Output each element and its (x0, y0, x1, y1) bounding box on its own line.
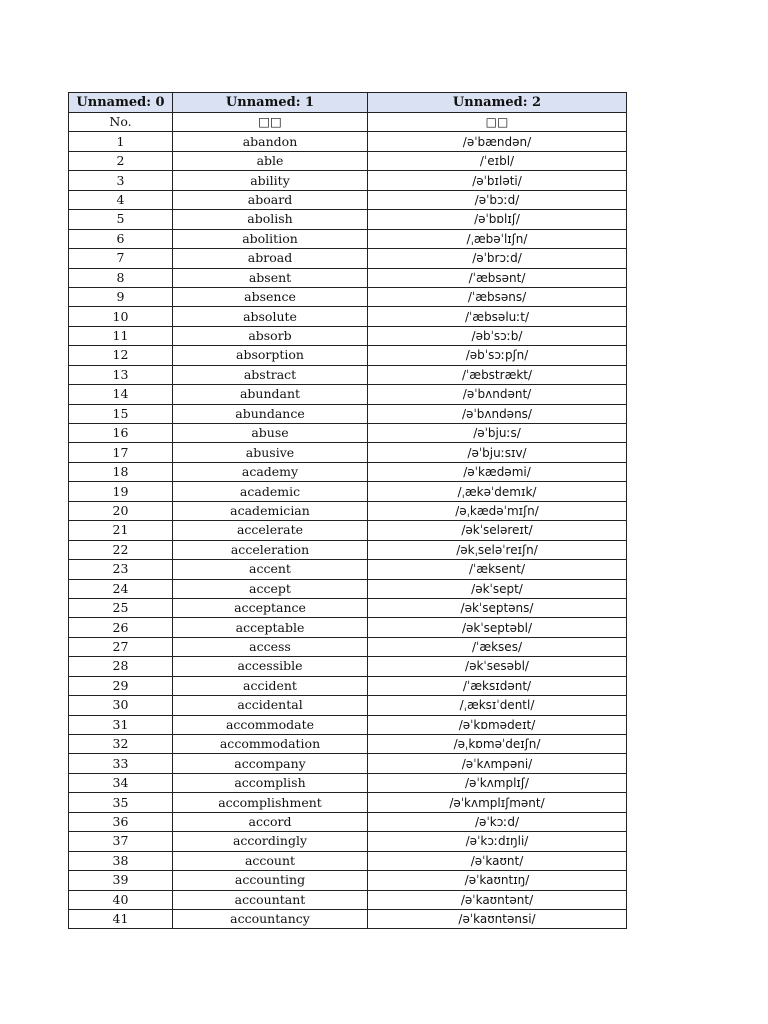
cell-number[interactable]: 26 (69, 618, 173, 637)
cell-word[interactable]: academician (173, 501, 368, 520)
table-row (69, 307, 627, 326)
cell-word[interactable]: accept (173, 579, 368, 598)
table-row (69, 443, 627, 462)
cell-word[interactable]: accommodation (173, 735, 368, 754)
cell-pronunciation[interactable]: /əbˈsɔːpʃn/ (368, 346, 627, 365)
table-header (69, 93, 627, 113)
cell-pronunciation[interactable]: /ˈæbsəns/ (368, 287, 627, 306)
cell-number[interactable]: 31 (69, 715, 173, 734)
cell-number[interactable]: 37 (69, 832, 173, 851)
cell-number[interactable]: 22 (69, 540, 173, 559)
cell-word[interactable]: abundant (173, 385, 368, 404)
cell-pronunciation[interactable]: /əˈkʌmplɪʃ/ (368, 773, 627, 792)
cell-word[interactable]: abroad (173, 249, 368, 268)
table-row (69, 365, 627, 384)
cell-pronunciation[interactable]: /əˈbjuːs/ (368, 424, 627, 443)
cell-pronunciation[interactable]: /ˈæksent/ (368, 560, 627, 579)
cell-pronunciation[interactable]: /əˈkædəmi/ (368, 462, 627, 481)
cell-word[interactable]: account (173, 851, 368, 870)
cell-pronunciation[interactable]: /əˈkaʊntɪŋ/ (368, 871, 627, 890)
cell-pronunciation[interactable]: /əˈkaʊntənt/ (368, 890, 627, 909)
cell-word[interactable]: absolute (173, 307, 368, 326)
table-row (69, 812, 627, 831)
table-row (69, 618, 627, 637)
cell-word[interactable]: accommodate (173, 715, 368, 734)
table-row (69, 287, 627, 306)
cell-word[interactable]: accountant (173, 890, 368, 909)
cell-number[interactable]: 16 (69, 424, 173, 443)
table-row (69, 637, 627, 656)
cell-pronunciation[interactable]: /ˌæksɪˈdentl/ (368, 696, 627, 715)
cell-pronunciation[interactable]: /əbˈsɔːb/ (368, 326, 627, 345)
table-body (69, 113, 627, 929)
table-row (69, 793, 627, 812)
cell-number[interactable]: 40 (69, 890, 173, 909)
cell-pronunciation[interactable]: /əˈkʌmplɪʃmənt/ (368, 793, 627, 812)
cell-number[interactable]: 29 (69, 676, 173, 695)
cell-number[interactable]: 4 (69, 190, 173, 209)
cell-number[interactable]: 20 (69, 501, 173, 520)
cell-word[interactable]: absorb (173, 326, 368, 345)
cell-number[interactable]: 39 (69, 871, 173, 890)
cell-number[interactable]: 17 (69, 443, 173, 462)
cell-word[interactable]: aboard (173, 190, 368, 209)
cell-word[interactable]: accomplish (173, 773, 368, 792)
cell-word[interactable]: accounting (173, 871, 368, 890)
cell-number[interactable]: 24 (69, 579, 173, 598)
cell-word[interactable]: accordingly (173, 832, 368, 851)
table-row (69, 404, 627, 423)
cell-word[interactable]: acceptance (173, 598, 368, 617)
cell-word[interactable]: accountancy (173, 909, 368, 928)
cell-pronunciation[interactable]: /əˈkaʊntənsi/ (368, 909, 627, 928)
table-row (69, 326, 627, 345)
table-row (69, 190, 627, 209)
table-row (69, 385, 627, 404)
cell-number[interactable]: 14 (69, 385, 173, 404)
cell-word[interactable]: able (173, 151, 368, 170)
cell-pronunciation[interactable]: /əˈbɔːd/ (368, 190, 627, 209)
cell-number[interactable]: 3 (69, 171, 173, 190)
cell-word[interactable]: academic (173, 482, 368, 501)
table-row (69, 501, 627, 520)
cell-pronunciation[interactable]: /əˈbʌndəns/ (368, 404, 627, 423)
cell-pronunciation[interactable]: /əˈbɪləti/ (368, 171, 627, 190)
column-header-0[interactable]: Unnamed: 0 (69, 93, 173, 113)
table-row (69, 132, 627, 151)
cell-pronunciation[interactable]: /ˌæbəˈlɪʃn/ (368, 229, 627, 248)
cell-pronunciation[interactable]: /əˈbjuːsɪv/ (368, 443, 627, 462)
cell-number[interactable]: 5 (69, 210, 173, 229)
column-header-1[interactable]: Unnamed: 1 (173, 93, 368, 113)
subheader-pronunciation[interactable]: □□ (368, 113, 627, 132)
table-row (69, 773, 627, 792)
table-row (69, 268, 627, 287)
table-row (69, 346, 627, 365)
cell-word[interactable]: abandon (173, 132, 368, 151)
table-row (69, 909, 627, 928)
cell-word[interactable]: acceptable (173, 618, 368, 637)
cell-number[interactable]: 41 (69, 909, 173, 928)
table-row (69, 424, 627, 443)
cell-pronunciation[interactable]: /əˈbʌndənt/ (368, 385, 627, 404)
header-row (69, 93, 627, 113)
cell-word[interactable]: abundance (173, 404, 368, 423)
cell-pronunciation[interactable]: /ˈeɪbl/ (368, 151, 627, 170)
cell-word[interactable]: accompany (173, 754, 368, 773)
subheader-number[interactable]: No. (69, 113, 173, 132)
cell-number[interactable]: 32 (69, 735, 173, 754)
cell-word[interactable]: accord (173, 812, 368, 831)
cell-word[interactable]: academy (173, 462, 368, 481)
cell-word[interactable]: absorption (173, 346, 368, 365)
cell-number[interactable]: 2 (69, 151, 173, 170)
cell-pronunciation[interactable]: /ˈæbstrækt/ (368, 365, 627, 384)
table-row (69, 715, 627, 734)
cell-number[interactable]: 11 (69, 326, 173, 345)
cell-pronunciation[interactable]: /ˌækəˈdemɪk/ (368, 482, 627, 501)
cell-word[interactable]: acceleration (173, 540, 368, 559)
cell-pronunciation[interactable]: /ˈækses/ (368, 637, 627, 656)
cell-pronunciation[interactable]: /əˈkɔːdɪŋli/ (368, 832, 627, 851)
cell-word[interactable]: abolition (173, 229, 368, 248)
cell-pronunciation[interactable]: /ˈæbsənt/ (368, 268, 627, 287)
cell-number[interactable]: 13 (69, 365, 173, 384)
cell-word[interactable]: ability (173, 171, 368, 190)
cell-number[interactable]: 33 (69, 754, 173, 773)
table-row (69, 871, 627, 890)
table-row (69, 151, 627, 170)
cell-number[interactable]: 19 (69, 482, 173, 501)
cell-pronunciation[interactable]: /əˈbrɔːd/ (368, 249, 627, 268)
cell-number[interactable]: 7 (69, 249, 173, 268)
subheader-word[interactable]: □□ (173, 113, 368, 132)
column-header-2[interactable]: Unnamed: 2 (368, 93, 627, 113)
table-row (69, 832, 627, 851)
cell-number[interactable]: 6 (69, 229, 173, 248)
cell-number[interactable]: 23 (69, 560, 173, 579)
cell-number[interactable]: 21 (69, 521, 173, 540)
vocabulary-table (68, 92, 627, 929)
cell-pronunciation[interactable]: /əˈbɒlɪʃ/ (368, 210, 627, 229)
cell-word[interactable]: accidental (173, 696, 368, 715)
table-row (69, 229, 627, 248)
cell-pronunciation[interactable]: /əˌkædəˈmɪʃn/ (368, 501, 627, 520)
cell-pronunciation[interactable]: /əkˌseləˈreɪʃn/ (368, 540, 627, 559)
table-row (69, 754, 627, 773)
cell-word[interactable]: absent (173, 268, 368, 287)
cell-number[interactable]: 27 (69, 637, 173, 656)
table-row (69, 598, 627, 617)
cell-number[interactable]: 25 (69, 598, 173, 617)
cell-number[interactable]: 9 (69, 287, 173, 306)
cell-number[interactable]: 28 (69, 657, 173, 676)
cell-pronunciation[interactable]: /əkˈseptəns/ (368, 598, 627, 617)
cell-number[interactable]: 30 (69, 696, 173, 715)
cell-pronunciation[interactable]: /əˈkɒmədeɪt/ (368, 715, 627, 734)
cell-number[interactable]: 34 (69, 773, 173, 792)
cell-number[interactable]: 8 (69, 268, 173, 287)
cell-pronunciation[interactable]: /əkˈsesəbl/ (368, 657, 627, 676)
cell-word[interactable]: abuse (173, 424, 368, 443)
cell-number[interactable]: 38 (69, 851, 173, 870)
cell-number[interactable]: 18 (69, 462, 173, 481)
table-row (69, 676, 627, 695)
cell-pronunciation[interactable]: /əkˈseptəbl/ (368, 618, 627, 637)
table-row (69, 540, 627, 559)
table-row (69, 171, 627, 190)
cell-word[interactable]: accomplishment (173, 793, 368, 812)
table-row (69, 696, 627, 715)
table-row (69, 657, 627, 676)
cell-pronunciation[interactable]: /əkˈseləreɪt/ (368, 521, 627, 540)
subheader-row (69, 113, 627, 132)
cell-pronunciation[interactable]: /ˈæksɪdənt/ (368, 676, 627, 695)
cell-number[interactable]: 36 (69, 812, 173, 831)
cell-pronunciation[interactable]: /əˈkʌmpəni/ (368, 754, 627, 773)
table-row (69, 851, 627, 870)
cell-word[interactable]: accent (173, 560, 368, 579)
cell-word[interactable]: accessible (173, 657, 368, 676)
cell-word[interactable]: access (173, 637, 368, 656)
cell-word[interactable]: absence (173, 287, 368, 306)
cell-word[interactable]: accident (173, 676, 368, 695)
table-row (69, 482, 627, 501)
cell-word[interactable]: accelerate (173, 521, 368, 540)
cell-word[interactable]: abstract (173, 365, 368, 384)
cell-pronunciation[interactable]: /əˈkɔːd/ (368, 812, 627, 831)
table-row (69, 890, 627, 909)
table-row (69, 735, 627, 754)
cell-pronunciation[interactable]: /əkˈsept/ (368, 579, 627, 598)
cell-number[interactable]: 35 (69, 793, 173, 812)
cell-pronunciation[interactable]: /ˈæbsəluːt/ (368, 307, 627, 326)
cell-pronunciation[interactable]: /əˌkɒməˈdeɪʃn/ (368, 735, 627, 754)
cell-pronunciation[interactable]: /əˈkaʊnt/ (368, 851, 627, 870)
table-row (69, 462, 627, 481)
cell-pronunciation[interactable]: /əˈbændən/ (368, 132, 627, 151)
table-row (69, 210, 627, 229)
cell-number[interactable]: 1 (69, 132, 173, 151)
cell-number[interactable]: 10 (69, 307, 173, 326)
vocabulary-sheet (68, 92, 626, 929)
cell-number[interactable]: 12 (69, 346, 173, 365)
cell-word[interactable]: abolish (173, 210, 368, 229)
table-row (69, 521, 627, 540)
cell-word[interactable]: abusive (173, 443, 368, 462)
table-row (69, 249, 627, 268)
cell-number[interactable]: 15 (69, 404, 173, 423)
table-row (69, 579, 627, 598)
table-row (69, 560, 627, 579)
